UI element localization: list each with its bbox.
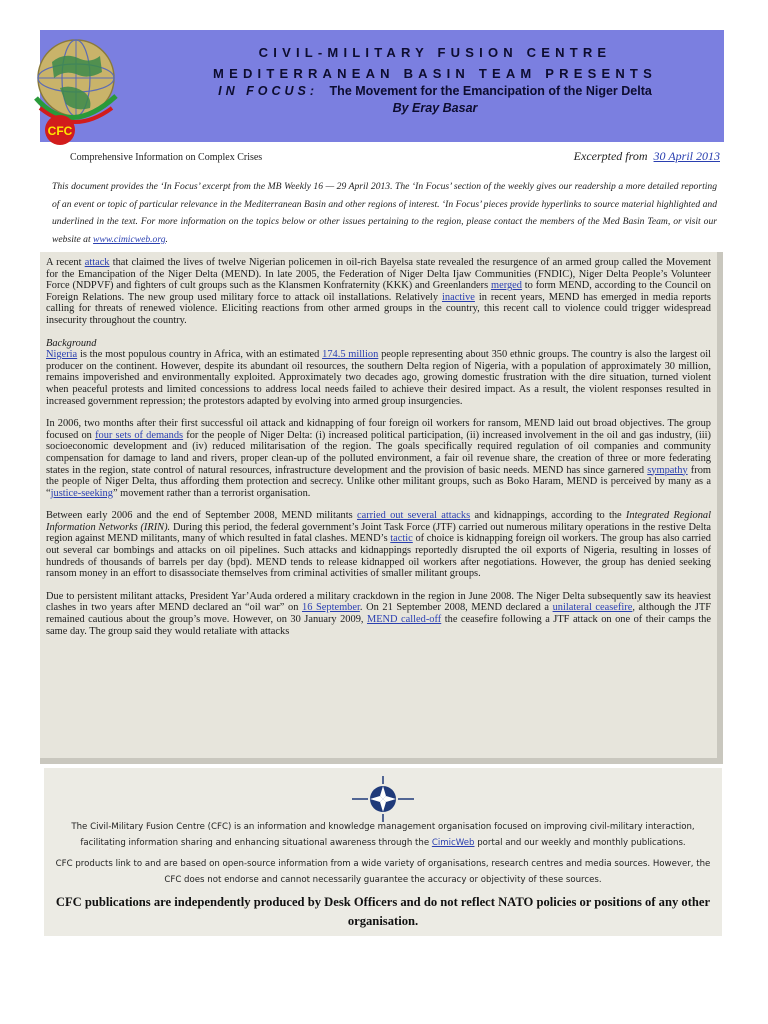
- background-heading: Background: [46, 337, 97, 349]
- justice-seeking-link[interactable]: justice-seeking: [50, 487, 113, 499]
- text: portal and our weekly and monthly publications.: [477, 838, 686, 848]
- text: of choice is kidnapping foreign oil workers. The group has also carried out several car bombings and attacks on oil pipelines. Such attacks and kidnappings reportedly disrupted the oil exports of Nigeria, resulting in losses of hundreds of thousands of barrels per day (bpd). MEND tends to release kidnapped oil workers after negotiations. However, the group has denied seeking ransom money in an effort to disassociate themselves from criminal activities of smaller militant groups.: [46, 533, 711, 580]
- article-box: [40, 252, 723, 764]
- called-off-link[interactable]: MEND called-off: [366, 614, 442, 626]
- text: is the most populous country in Africa, with an estimated: [79, 349, 320, 361]
- text: and kidnappings, according to the: [474, 510, 622, 522]
- in-focus-label: IN FOCUS:: [218, 84, 319, 98]
- excerpt-date-link[interactable]: 30 April 2013: [653, 149, 720, 163]
- population-link[interactable]: 174.5 million: [322, 349, 379, 361]
- article-paragraph-4: [46, 510, 711, 580]
- text: Due to persistent militant attacks, President Yar’Auda ordered a military crackdown in the region in June 2008. The Niger Delta subsequently saw its heaviest clashes in two years after MEND declared an “oil war” on: [46, 590, 711, 614]
- nigeria-link[interactable]: Nigeria: [46, 349, 78, 361]
- tactic-link[interactable]: tactic: [390, 533, 413, 545]
- intro-end: .: [165, 233, 168, 245]
- attack-link[interactable]: attack: [84, 257, 110, 268]
- cimicweb-link[interactable]: CimicWeb: [431, 838, 475, 848]
- document-title: The Movement for the Emancipation of the Niger Delta: [329, 84, 652, 98]
- cfc-globe-logo: [30, 28, 120, 148]
- irin-name: Integrated Regional Information Networks (IRIN).: [46, 510, 711, 533]
- nato-compass-icon: [350, 774, 416, 824]
- merged-link[interactable]: merged: [491, 280, 522, 292]
- text: The Civil-Military Fusion Centre (CFC) is an information and knowledge management organisation focused on improving civil-military interaction, facilitating information sharing and enhancing situational awareness through the: [71, 822, 695, 848]
- sympathy-link[interactable]: sympathy: [647, 464, 688, 476]
- text: in recent years, MEND has emerged in media reports calling for threats of renewed violence. Eliciting reactions from other armed groups in the country, this recent call to violence could trigger widespread insecurity throughout the country.: [46, 291, 711, 326]
- text: that claimed the lives of twelve Nigerian policemen in oil-rich Bayelsa state revealed the resurgence of an armed group called the Movement for the Emancipation of the Niger Delta (MEND). In late 2005, the Federation of Niger Delta Ijaw Communities (FNDIC), Niger Delta People’s Volunteer Force (NDPVF) and fighters of cult groups such as the Klansmen Konfraternity (KKK) and Greenlanders: [46, 257, 711, 292]
- article-paragraph-1: [46, 257, 711, 327]
- text: to form MEND, according to the Council on Foreign Relations. The new group used military force to attack oil installations. Relatively: [46, 280, 711, 303]
- september-link[interactable]: 16 September: [302, 602, 360, 614]
- footer-about: [54, 819, 712, 851]
- text: In 2006, two months after their first successful oil attack and kidnapping of four foreign oil workers for ransom, MEND laid out broad objectives. The group focused on: [46, 418, 711, 441]
- intro-text: This document provides the ‘In Focus’ excerpt from the MB Weekly 16 — 29 April 2013. The ‘In Focus’ section of the weekly gives our readership a more detailed reporting of an event or topic of particular relevance in the Mediterranean Basin and other regions of interest. ‘In Focus’ pieces provide hyperlinks to source material highlighted and underlined in the text. For more information on the topics below or other issues pertaining to the region, please contact the members of the Med Basin Team, or visit our website at: [52, 181, 717, 245]
- text: from the people of Niger Delta, thus affording them protection and secrecy. Unlike other militant groups, such as Boko Haram, MEND is perceived by many as a “: [46, 464, 711, 499]
- header-line-1: CIVIL-MILITARY FUSION CENTRE: [258, 45, 612, 60]
- text: . On 21 September 2008, MEND declared a: [359, 602, 549, 614]
- text: Between early 2006 and the end of September 2008, MEND militants: [46, 510, 353, 522]
- text: During this period, the federal government’s Joint Task Force (JTF) carried out numerous military operations in the restive Delta region against MEND militants, many of which resulted in fatal clashes. MEND’s: [46, 521, 712, 545]
- excerpt-line: [574, 149, 720, 164]
- footer-statement: CFC publications are independently produced by Desk Officers and do not reflect NATO policies or positions of any other organisation.: [55, 895, 711, 928]
- inactive-link[interactable]: inactive: [442, 291, 475, 303]
- excerpt-label: Excerpted from: [573, 149, 648, 163]
- article-paragraph-3: [46, 418, 711, 499]
- footer-box: [44, 768, 722, 936]
- text: people representing about 350 ethnic groups. The country is also the largest oil producer on the continent. However, despite its abundant oil resources, the southern Delta region of Nigeria, with a population of approximately 30 million, remains impoverished and environmentally exploited. Approximately two decades ago, growing domestic frustration with the dire situation, turned violent when peaceful protests and limited concessions to address local needs failed to achieve their desired impact. As a result, the violent responses resulted in increased government repression; the protestors adapted by evolving into armed group insurgencies.: [46, 349, 711, 407]
- tagline: Comprehensive Information on Complex Crises: [70, 152, 263, 163]
- footer-disclaimer: CFC products link to and are based on open-source information from a wide variety of organisations, research centres and media sources. However, the CFC does not endorse and cannot necessarily guarantee the accuracy or objectivity of these sources.: [55, 859, 711, 885]
- author-line: By Eray Basar: [392, 101, 478, 115]
- intro-paragraph: [52, 178, 717, 248]
- article-paragraph-2: [46, 349, 711, 407]
- header-title-line: [150, 84, 720, 98]
- demands-link[interactable]: four sets of demands: [95, 429, 184, 441]
- ceasefire-link[interactable]: unilateral ceasefire: [552, 602, 633, 614]
- attacks-link[interactable]: carried out several attacks: [356, 510, 471, 522]
- text: for the people of Niger Delta: (i) increased political participation, (ii) increased involvement in the oil and gas industry, (iii) socioeconomic development and (iv) reduced militarisation of the region. The goals specifically required regulation of oil companies and community compensation for damage to land and rivers, proper clean-up of the polluted environment, a fair oil revenue share, the creation of three or more federating states in the region, state control of natural resources, infrastructure development and the provision of basic needs. MEND has since garnered: [46, 429, 712, 476]
- article-paragraph-5: [46, 591, 711, 637]
- text: the ceasefire following a JTF attack on one of their camps the same day. The group said they would retaliate with attacks: [46, 614, 711, 637]
- website-link[interactable]: www.cimicweb.org: [93, 233, 166, 245]
- text: A recent: [46, 257, 82, 268]
- text: , although the JTF remained cautious about the group’s move. However, on 30 January 2009,: [46, 602, 711, 626]
- logo-text: CFC: [47, 124, 73, 138]
- header-line-2: MEDITERRANEAN BASIN TEAM PRESENTS: [213, 66, 657, 81]
- text: ” movement rather than a terrorist organisation.: [112, 487, 311, 499]
